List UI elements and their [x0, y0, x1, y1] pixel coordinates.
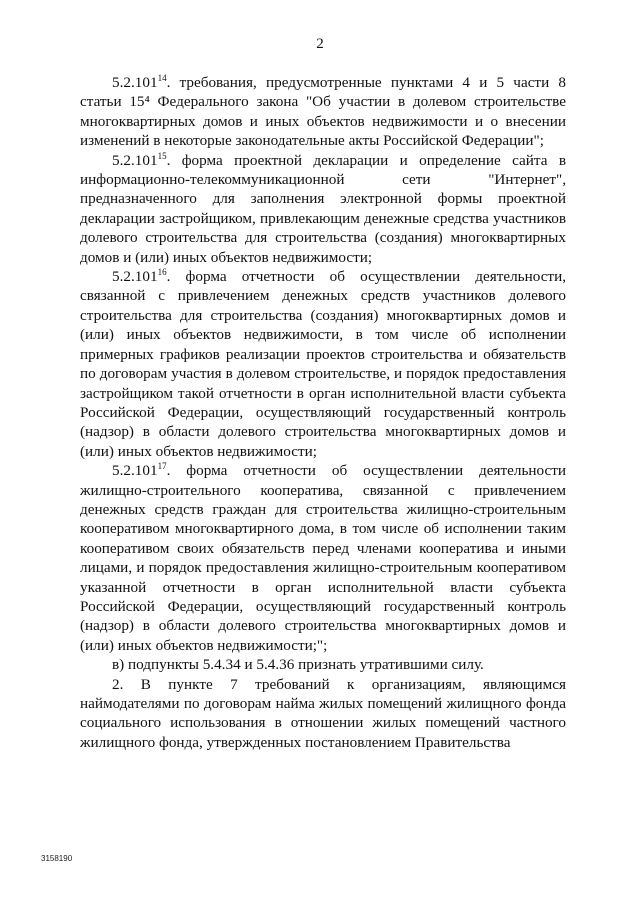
- page-number: 2: [316, 36, 324, 52]
- clause-number: 5.2.101: [112, 268, 158, 286]
- paragraph-text: . форма отчетности об осуществлении деятельности, связанной с привлечением денежных средств участников долевого строительства для строительства (создания) многоквартирных домов и (или) иных объектов недвижимости, в том числе об исполнении примерных графиков реализации проектов строительства и обязательств по договорам участия в долевом строительстве, и порядок предоставления застройщиком такой отчетности в орган исполнительной власти субъекта Российской Федерации, осуществляющий государственный контроль (надзор) в области долевого строительства многоквартирных домов и (или) иных объектов недвижимости;: [80, 268, 566, 460]
- clause-superscript: 17: [157, 461, 167, 472]
- clause-superscript: 16: [157, 267, 167, 278]
- paragraph-text: . требования, предусмотренные пунктами 4 и 5 части 8 статьи 15⁴ Федерального закона "Об участии в долевом строительстве многоквартирных домов и иных объектов недвижимости и о внесении изменений в некоторые законодательные акты Российской Федерации";: [80, 74, 566, 150]
- paragraph-text: . форма проектной декларации и определение сайта в информационно-телекоммуникационной сети "Интернет", предназначенного для заполнения электронной формы проектной декларации застройщиком, привлекающим денежные средства участников долевого строительства для строительства (создания) многоквартирных домов и (или) иных объектов недвижимости;: [80, 151, 566, 266]
- paragraph-text: в) подпункты 5.4.34 и 5.4.36 признать утратившими силу.: [112, 656, 484, 674]
- paragraph-101-14: [80, 73, 566, 151]
- clause-number: 5.2.101: [112, 74, 158, 91]
- paragraph-text: 2. В пункте 7 требований к организациям, являющимся наймодателями по договорам найма жилых помещений жилищного фонда социального использования в отношении жилых помещений частного жилищного фонда, утвержденных постановлением Правительства: [80, 675, 566, 751]
- clause-number: 5.2.101: [112, 151, 158, 169]
- document-body: [80, 73, 566, 752]
- clause-number: 5.2.101: [112, 462, 158, 480]
- document-code: 3158190: [41, 854, 73, 863]
- clause-superscript: 15: [157, 150, 167, 161]
- paragraph-subitem-v: [80, 655, 566, 674]
- paragraph-item-2: [80, 675, 566, 753]
- paragraph-101-16: [80, 267, 566, 461]
- paragraph-text: . форма отчетности об осуществлении деятельности жилищно-строительного кооператива, связанной с привлечением денежных средств граждан для строительства жилищно-строительным кооперативом многоквартирного дома, в том числе об исполнении таким кооперативом своих обязательств перед членами кооператива и иными лицами, и порядок предоставления жилищно-строительным кооперативом указанной отчетности в орган исполнительной власти субъекта Российской Федерации, осуществляющий государственный контроль (надзор) в области долевого строительства многоквартирных домов и (или) иных объектов недвижимости;";: [80, 462, 566, 654]
- paragraph-101-15: [80, 151, 566, 267]
- paragraph-101-17: [80, 461, 566, 655]
- clause-superscript: 14: [157, 73, 167, 83]
